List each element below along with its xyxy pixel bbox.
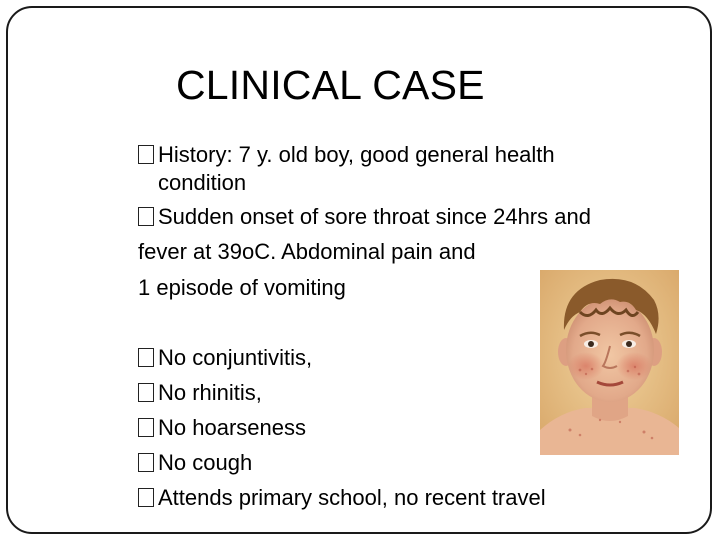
checkbox-square-icon bbox=[138, 145, 154, 164]
finding-item: No conjuntivitis, bbox=[138, 345, 312, 371]
onset-text: Sudden onset of sore throat since 24hrs and bbox=[158, 204, 591, 229]
patient-photo bbox=[540, 270, 679, 455]
history-continuation: condition bbox=[158, 170, 247, 195]
onset-line bbox=[138, 204, 591, 230]
history-text: History: 7 y. old boy, good general health bbox=[158, 142, 555, 167]
finding-item: No hoarseness bbox=[138, 415, 306, 441]
checkbox-square-icon bbox=[138, 207, 154, 226]
checkbox-square-icon bbox=[138, 348, 154, 367]
checkbox-square-icon bbox=[138, 418, 154, 437]
slide-title: CLINICAL CASE bbox=[176, 62, 485, 108]
finding-item: Attends primary school, no recent travel bbox=[138, 485, 546, 511]
checkbox-square-icon bbox=[138, 383, 154, 402]
finding-item: No cough bbox=[138, 450, 252, 476]
onset-continuation-2: 1 episode of vomiting bbox=[138, 275, 346, 300]
finding-item: No rhinitis, bbox=[138, 380, 262, 406]
history-line bbox=[138, 142, 555, 168]
checkbox-square-icon bbox=[138, 453, 154, 472]
checkbox-square-icon bbox=[138, 488, 154, 507]
onset-continuation-1: fever at 39oC. Abdominal pain and bbox=[138, 239, 476, 264]
